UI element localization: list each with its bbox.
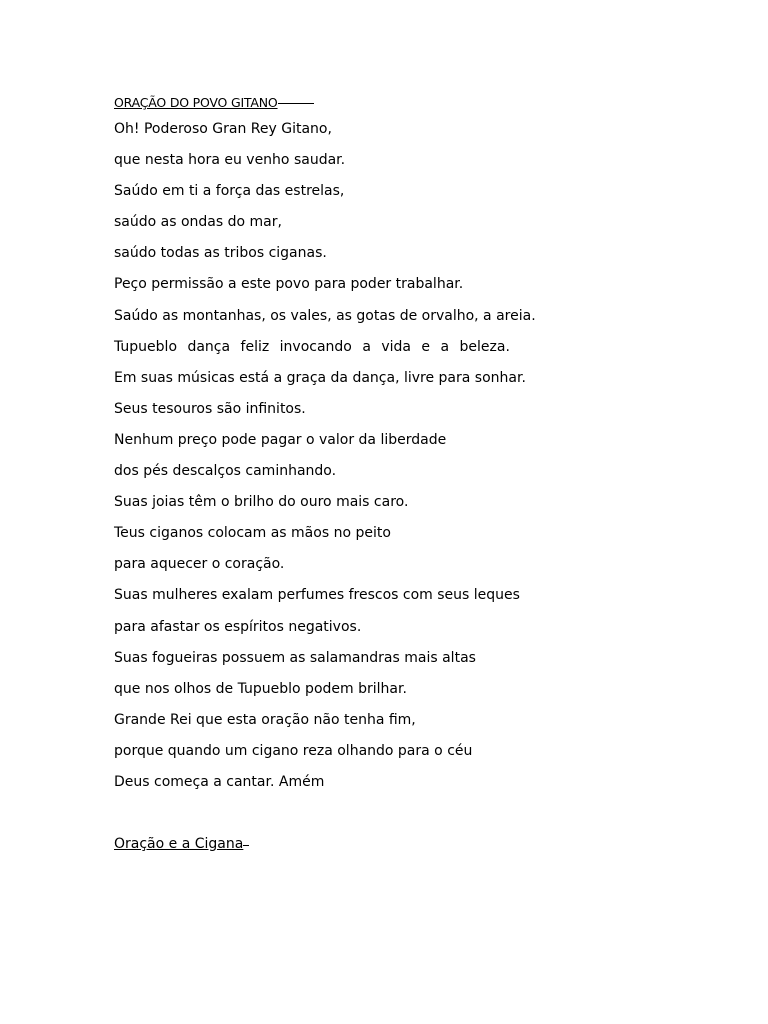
prayer-line: Seus tesouros são infinitos. (114, 400, 306, 417)
prayer-line: Peço permissão a este povo para poder trabalhar. (114, 276, 464, 293)
section-spacer (114, 798, 714, 829)
prayer-line: Suas mulheres exalam perfumes frescos com seus leques (114, 587, 520, 604)
prayer-line: Suas joias têm o brilho do ouro mais caro. (114, 494, 409, 511)
subtitle-underline-trail (243, 844, 249, 846)
prayer-line: Suas fogueiras possuem as salamandras mais altas (114, 649, 476, 666)
prayer-line: Deus começa a cantar. Amém (114, 773, 325, 790)
prayer-line: dos pés descalços caminhando. (114, 463, 337, 480)
prayer-line: Em suas músicas está a graça da dança, livre para sonhar. (114, 369, 526, 386)
prayer-line: Saúdo em ti a força das estrelas, (114, 183, 345, 200)
prayer-line: Saúdo as montanhas, os vales, as gotas de orvalho, a areia. (114, 307, 536, 324)
prayer-line: Nenhum preço pode pagar o valor da liberdade (114, 431, 447, 448)
title-row (114, 92, 714, 112)
prayer-text (114, 114, 714, 798)
document-body (114, 92, 714, 860)
title-underline-trail (278, 102, 314, 104)
prayer-line: saúdo todas as tribos ciganas. (114, 245, 327, 262)
prayer-line: que nos olhos de Tupueblo podem brilhar. (114, 680, 407, 697)
prayer-line: para afastar os espíritos negativos. (114, 618, 362, 635)
prayer-line: que nesta hora eu venho saudar. (114, 152, 346, 169)
subtitle-row (114, 829, 714, 860)
page-title: ORAÇÃO DO POVO GITANO (114, 93, 314, 112)
prayer-line: Grande Rei que esta oração não tenha fim, (114, 711, 416, 728)
prayer-line: para aquecer o coração. (114, 556, 285, 573)
prayer-line: saúdo as ondas do mar, (114, 214, 282, 231)
prayer-line: Teus ciganos colocam as mãos no peito (114, 525, 391, 542)
prayer-line: Oh! Poderoso Gran Rey Gitano, (114, 121, 332, 137)
section-subtitle: Oração e a Cigana (114, 829, 249, 860)
prayer-line: Tupueblo dança feliz invocando a vida e a beleza. (114, 338, 510, 355)
prayer-line: porque quando um cigano reza olhando para o céu (114, 742, 473, 759)
